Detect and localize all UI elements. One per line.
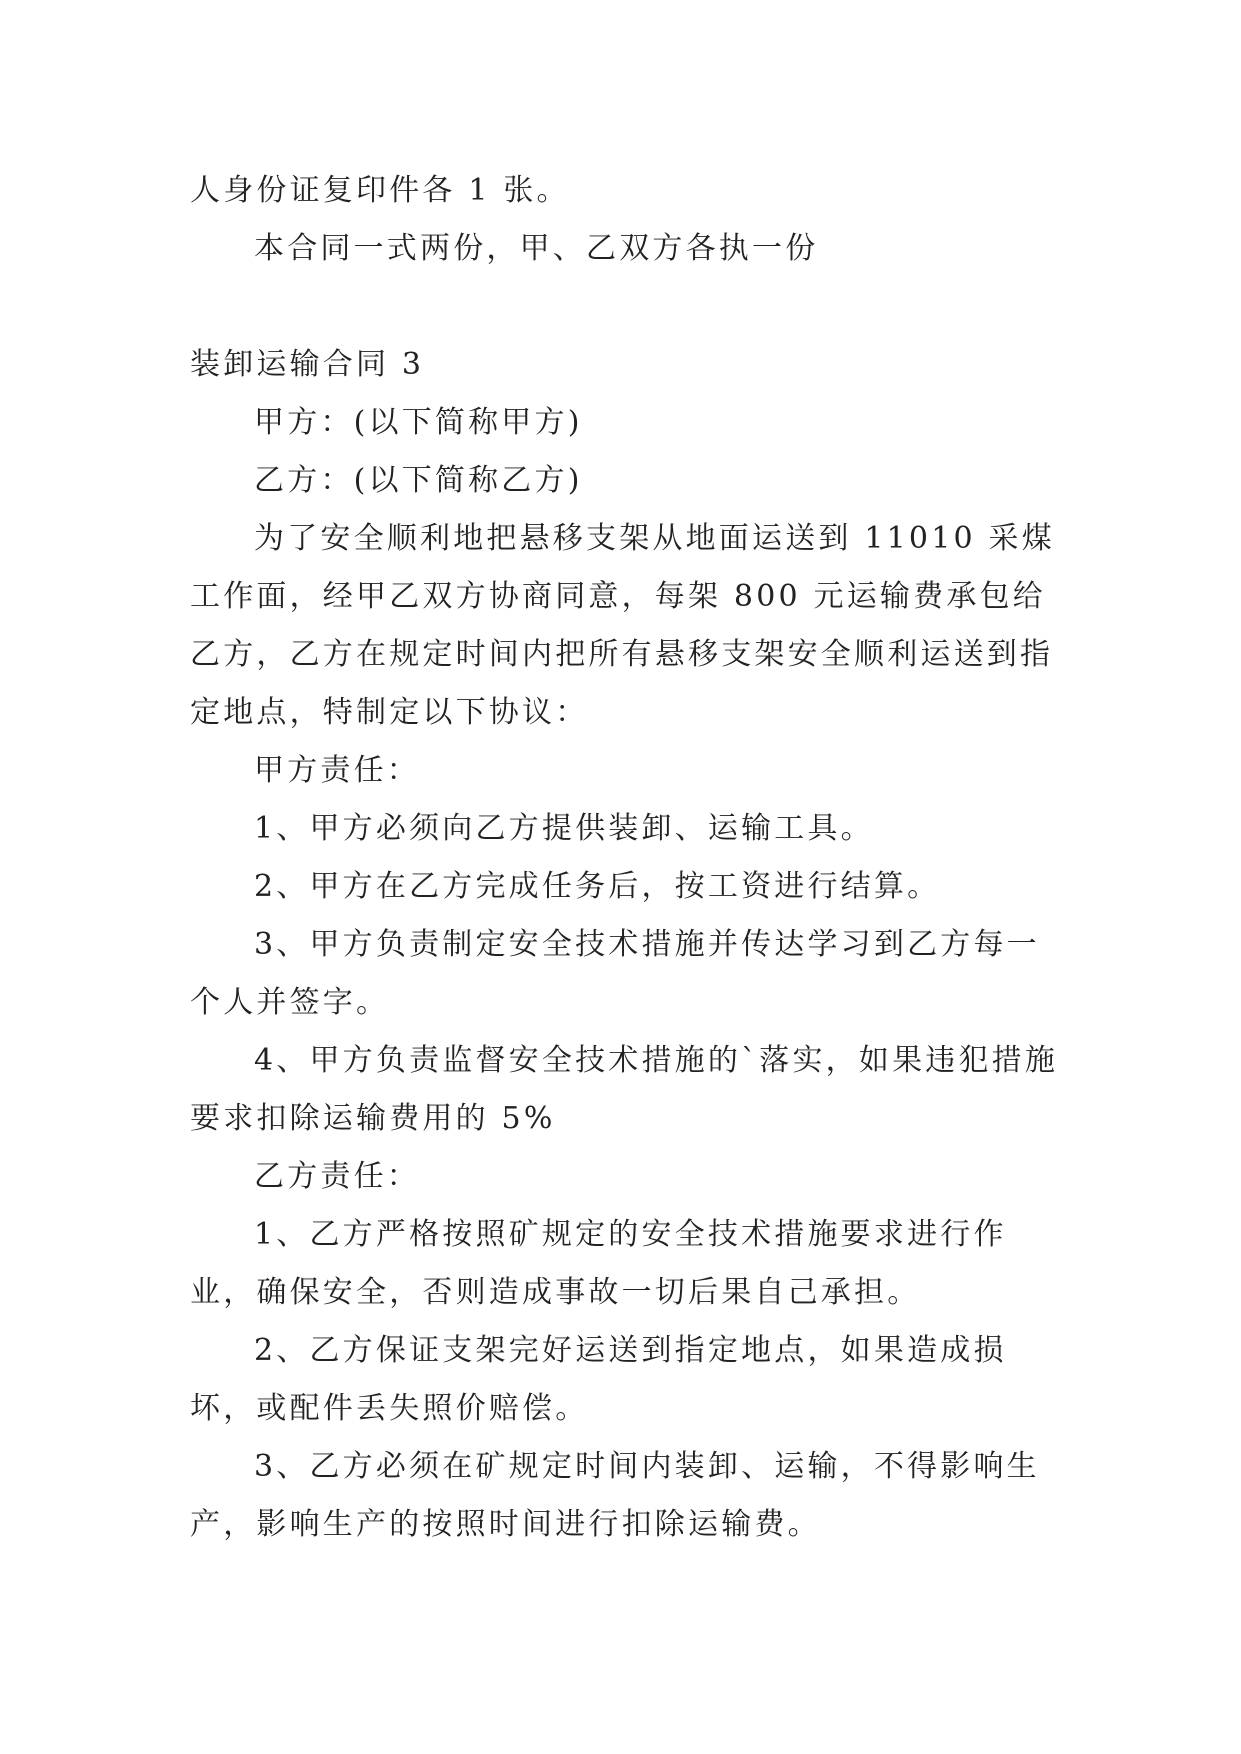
party-a-item-4: 4、甲方负责监督安全技术措施的`落实，如果违犯措施要求扣除运输费用的 5% — [190, 1043, 1059, 1136]
document-body — [190, 162, 1060, 1554]
party-b: 乙方：(以下简称乙方) — [254, 463, 583, 498]
heading-party-a-responsibilities: 甲方责任： — [254, 753, 420, 788]
paragraph-copies-count: 本合同一式两份，甲、乙双方各执一份 — [254, 231, 819, 266]
party-b-item-1: 1、乙方严格按照矿规定的安全技术措施要求进行作业，确保安全，否则造成事故一切后果自己承担。 — [190, 1217, 1007, 1310]
party-a-item-3: 3、甲方负责制定安全技术措施并传达学习到乙方每一个人并签字。 — [190, 927, 1040, 1020]
party-a: 甲方：(以下简称甲方) — [254, 405, 583, 440]
party-b-item-3: 3、乙方必须在矿规定时间内装卸、运输，不得影响生产，影响生产的按照时间进行扣除运输费。 — [190, 1449, 1040, 1542]
paragraph-purpose: 为了安全顺利地把悬移支架从地面运送到 11010 采煤工作面，经甲乙双方协商同意，每架 800 元运输费承包给乙方，乙方在规定时间内把所有悬移支架安全顺利运送到指定地点，特制定以下协议： — [190, 521, 1055, 730]
heading-party-b-responsibilities: 乙方责任： — [254, 1159, 420, 1194]
section-title: 装卸运输合同 3 — [190, 347, 425, 382]
paragraph-id-copy-continued: 人身份证复印件各 1 张。 — [190, 173, 570, 208]
party-b-item-2: 2、乙方保证支架完好运送到指定地点，如果造成损坏，或配件丢失照价赔偿。 — [190, 1333, 1007, 1426]
party-a-item-2: 2、甲方在乙方完成任务后，按工资进行结算。 — [254, 869, 941, 904]
party-a-item-1: 1、甲方必须向乙方提供装卸、运输工具。 — [254, 811, 874, 846]
